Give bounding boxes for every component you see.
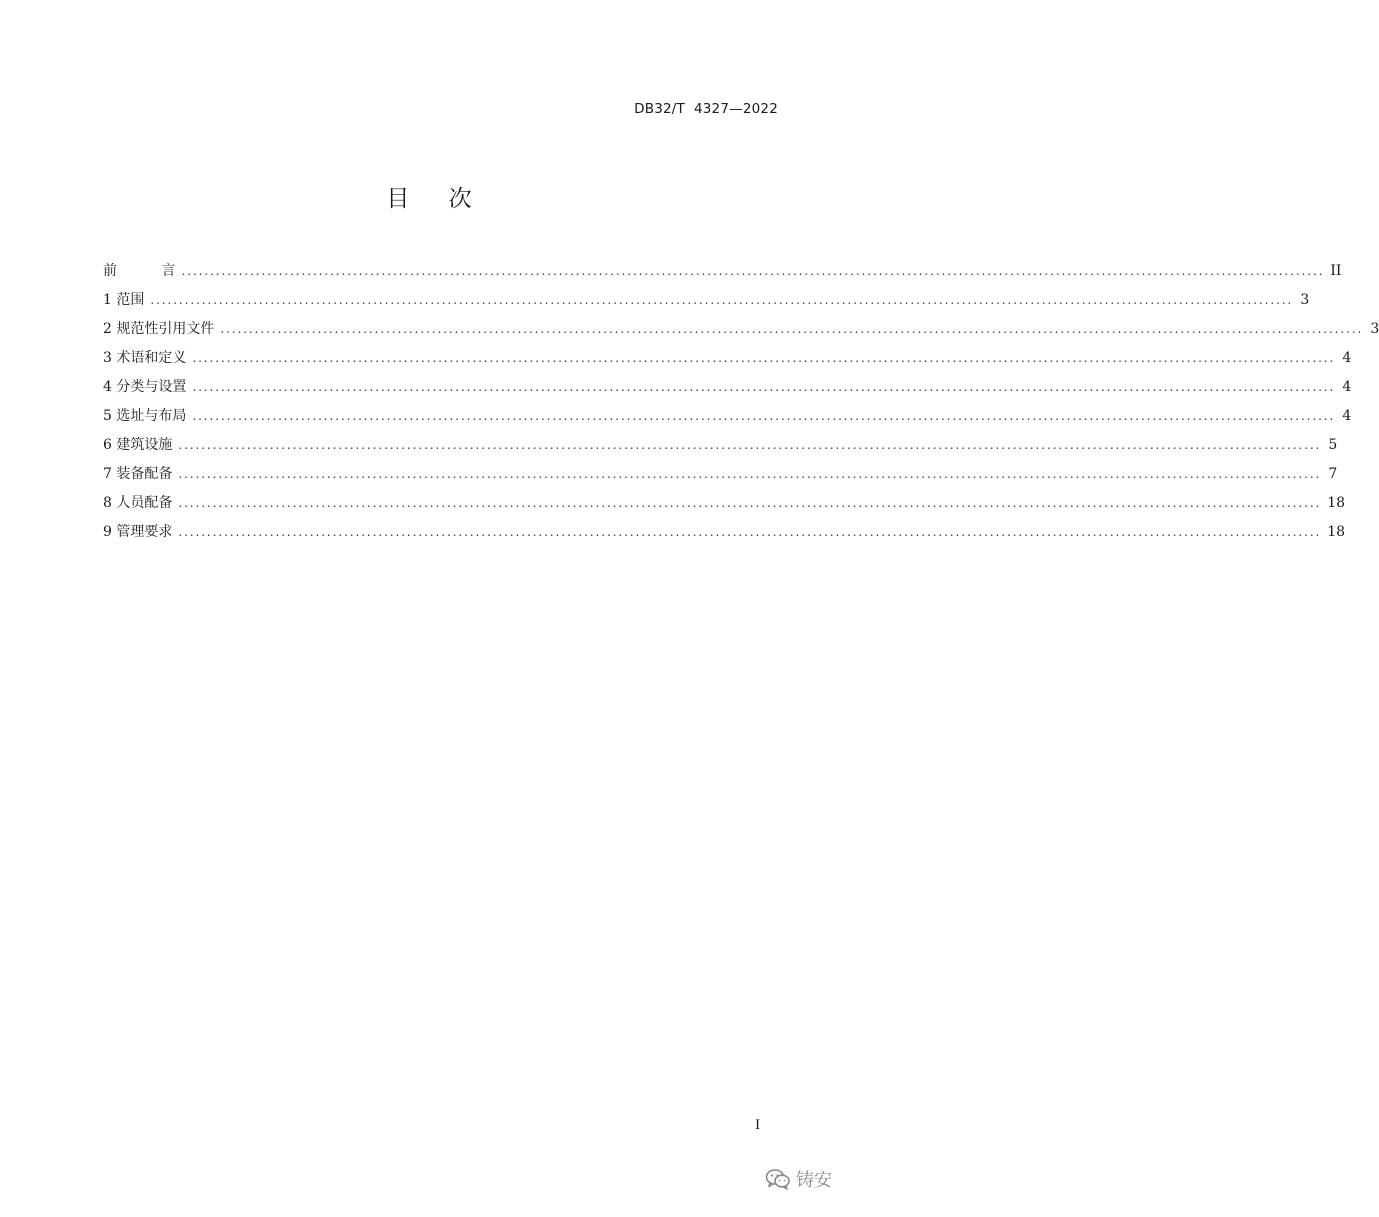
toc-entry-site-layout[interactable] <box>103 404 1352 433</box>
toc-entry-terms[interactable] <box>103 346 1352 375</box>
toc-entry-page: 3 <box>1370 321 1379 337</box>
toc-entry-page: 4 <box>1342 379 1352 395</box>
toc-entry-label: 2 规范性引用文件 <box>103 321 215 337</box>
watermark <box>765 1166 832 1192</box>
toc-entry-label: 9 管理要求 <box>103 524 173 540</box>
toc-entry-label: 6 建筑设施 <box>103 437 173 453</box>
toc-entry-management[interactable] <box>103 520 1346 549</box>
dot-leader: ........................................................................................................................................................................................................ <box>192 409 1336 423</box>
dot-leader: ........................................................................................................................................................................................................ <box>150 293 1294 307</box>
dot-leader: ........................................................................................................................................................................................................ <box>192 351 1336 365</box>
toc-entry-page: II <box>1330 263 1342 279</box>
dot-leader: ........................................................................................................................................................................................................ <box>220 322 1364 336</box>
watermark-text: 铸安 <box>796 1170 832 1191</box>
toc-entry-label: 1 范围 <box>103 292 145 308</box>
toc-entry-foreword[interactable] <box>103 259 1342 288</box>
wechat-icon <box>765 1168 791 1190</box>
toc-entry-page: 18 <box>1327 524 1346 540</box>
toc-entry-page: 4 <box>1342 350 1352 366</box>
dot-leader: ........................................................................................................................................................................................................ <box>178 467 1322 481</box>
dot-leader: ........................................................................................................................................................................................................ <box>178 525 1322 539</box>
toc-entry-personnel[interactable] <box>103 491 1346 520</box>
table-of-contents <box>103 259 1379 549</box>
toc-entry-equipment[interactable] <box>103 462 1338 491</box>
toc-entry-label: 3 术语和定义 <box>103 350 187 366</box>
dot-leader: ........................................................................................................................................................................................................ <box>178 496 1322 510</box>
toc-entry-page: 7 <box>1328 466 1338 482</box>
toc-entry-classification[interactable] <box>103 375 1352 404</box>
dot-leader: ........................................................................................................................................................................................................ <box>192 380 1336 394</box>
toc-entry-label: 7 装备配备 <box>103 466 173 482</box>
toc-entry-label: 前 言 <box>103 263 176 279</box>
page-title: 目 次 <box>386 186 474 212</box>
page-number: I <box>755 1118 761 1133</box>
toc-entry-scope[interactable] <box>103 288 1310 317</box>
dot-leader: ........................................................................................................................................................................................................ <box>178 438 1322 452</box>
toc-entry-label: 5 选址与布局 <box>103 408 187 424</box>
toc-entry-page: 18 <box>1327 495 1346 511</box>
dot-leader: ........................................................................................................................................................................................................ <box>181 264 1325 278</box>
toc-entry-normative-references[interactable] <box>103 317 1379 346</box>
toc-entry-label: 4 分类与设置 <box>103 379 187 395</box>
toc-entry-buildings[interactable] <box>103 433 1338 462</box>
toc-entry-page: 4 <box>1342 408 1352 424</box>
toc-entry-page: 3 <box>1300 292 1310 308</box>
document-code: DB32/T 4327—2022 <box>634 101 778 117</box>
toc-entry-page: 5 <box>1328 437 1338 453</box>
toc-entry-label: 8 人员配备 <box>103 495 173 511</box>
